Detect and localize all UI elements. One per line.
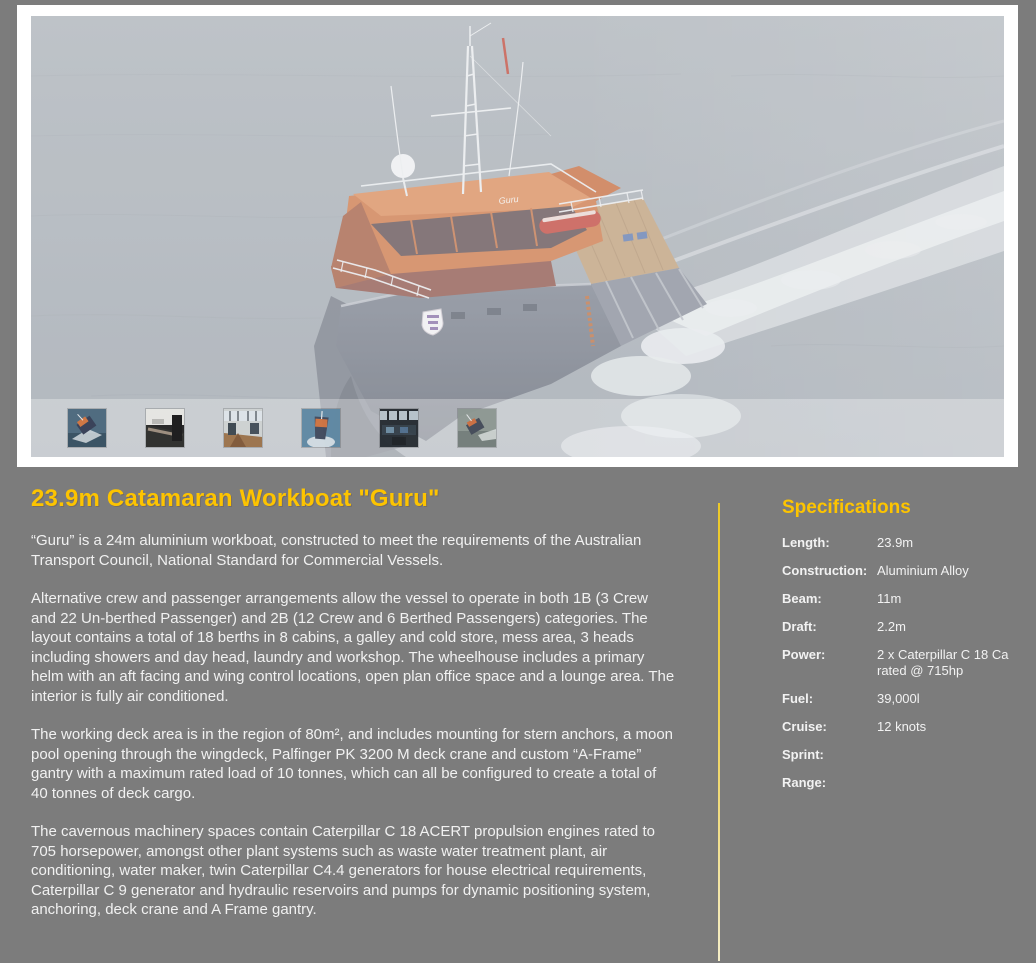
thumbnail-boat-stern-aerial[interactable] [302,409,340,447]
spec-value: 2.2m [877,619,906,634]
spec-label: Construction: [782,563,868,578]
content-area [0,467,1036,961]
article-paragraph: The cavernous machinery spaces contain Caterpillar C 18 ACERT propulsion engines rated to 705 horsepower, amongst other plant systems such as waste water treatment plant, air conditioning, water maker, twin Caterpillar C4.4 generators for house electrical requirements, Caterpillar C 9 generator and hydraulic reservoirs and pumps for dynamic positioning system, anchoring, deck crane and A Frame gantry. [31,823,655,918]
spec-row-draft [782,619,1022,635]
thumbnail-strip [31,399,1004,457]
spec-label: Draft: [782,619,817,634]
article-paragraph: The working deck area is in the region of 80m², and includes mounting for stern anchors, a moon pool opening through the wingdeck, Palfinger PK 3200 M deck crane and custom “A-Frame” gantry with a maximum rated load of 10 tonnes, which can all be configured to create a total of 40 tonnes of deck cargo. [31,726,674,802]
spec-row-range [782,775,1022,791]
specifications-title: Specifications [782,497,911,518]
thumbnail-boat-underway[interactable] [458,409,496,447]
spec-value [877,775,1022,791]
spec-row-construction [782,563,1022,579]
thumbnail-wheelhouse-interior[interactable] [224,409,262,447]
spec-row-cruise [782,719,1022,735]
spec-label: Beam: [782,591,822,606]
article-paragraph: Alternative crew and passenger arrangements allow the vessel to operate in both 1B (3 Crew and 22 Un-berthed Passenger) and 2B (12 Crew and 6 Berthed Passengers) categories. The layout contains a total of 18 berths in 8 cabins, a galley and cold store, mess area, 3 heads including showers and day head, laundry and workshop. The wheelhouse includes a primary helm with an aft facing and wing control locations, open plan office space and a lounge area. The interior is fully air conditioned. [31,590,675,705]
spec-value: Aluminium Alloy [877,563,969,578]
spec-label: Sprint: [782,747,824,762]
thumbnail-boat-bow-aerial[interactable] [68,409,106,447]
boat-photo-illustration [31,16,1004,457]
article-column [31,485,676,939]
page-title: 23.9m Catamaran Workboat "Guru" [31,485,440,512]
spec-value: 12 knots [877,719,927,734]
thumbnail-helm-station[interactable] [380,409,418,447]
hero-frame [17,5,1018,467]
spec-label: Power: [782,647,826,662]
spec-label: Cruise: [782,719,827,734]
spec-row-length [782,535,1022,551]
boat-name-marking: Guru [498,193,520,206]
spec-value: 39,000l [877,691,920,706]
specifications-panel [782,485,1022,803]
spec-label: Fuel: [782,691,814,706]
spec-row-fuel [782,691,1022,707]
hero-photo [31,16,1004,457]
spec-label: Length: [782,535,830,550]
article-paragraph: “Guru” is a 24m aluminium workboat, constructed to meet the requirements of the Australian Transport Council, National Standard for Commercial Vessels. [31,532,642,569]
vertical-gold-divider [718,503,720,961]
spec-value: 2 x Caterpillar C 18 Ca rated @ 715hp [877,647,1009,678]
spec-value [877,747,1022,763]
spec-value: 23.9m [877,535,914,550]
spec-value: 11m [877,591,902,606]
spec-row-power [782,647,1022,679]
spec-row-beam [782,591,1022,607]
thumbnail-galley-interior[interactable] [146,409,184,447]
photo-fade-overlay [31,16,1004,457]
spec-row-sprint [782,747,1022,763]
spec-label: Range: [782,775,827,790]
